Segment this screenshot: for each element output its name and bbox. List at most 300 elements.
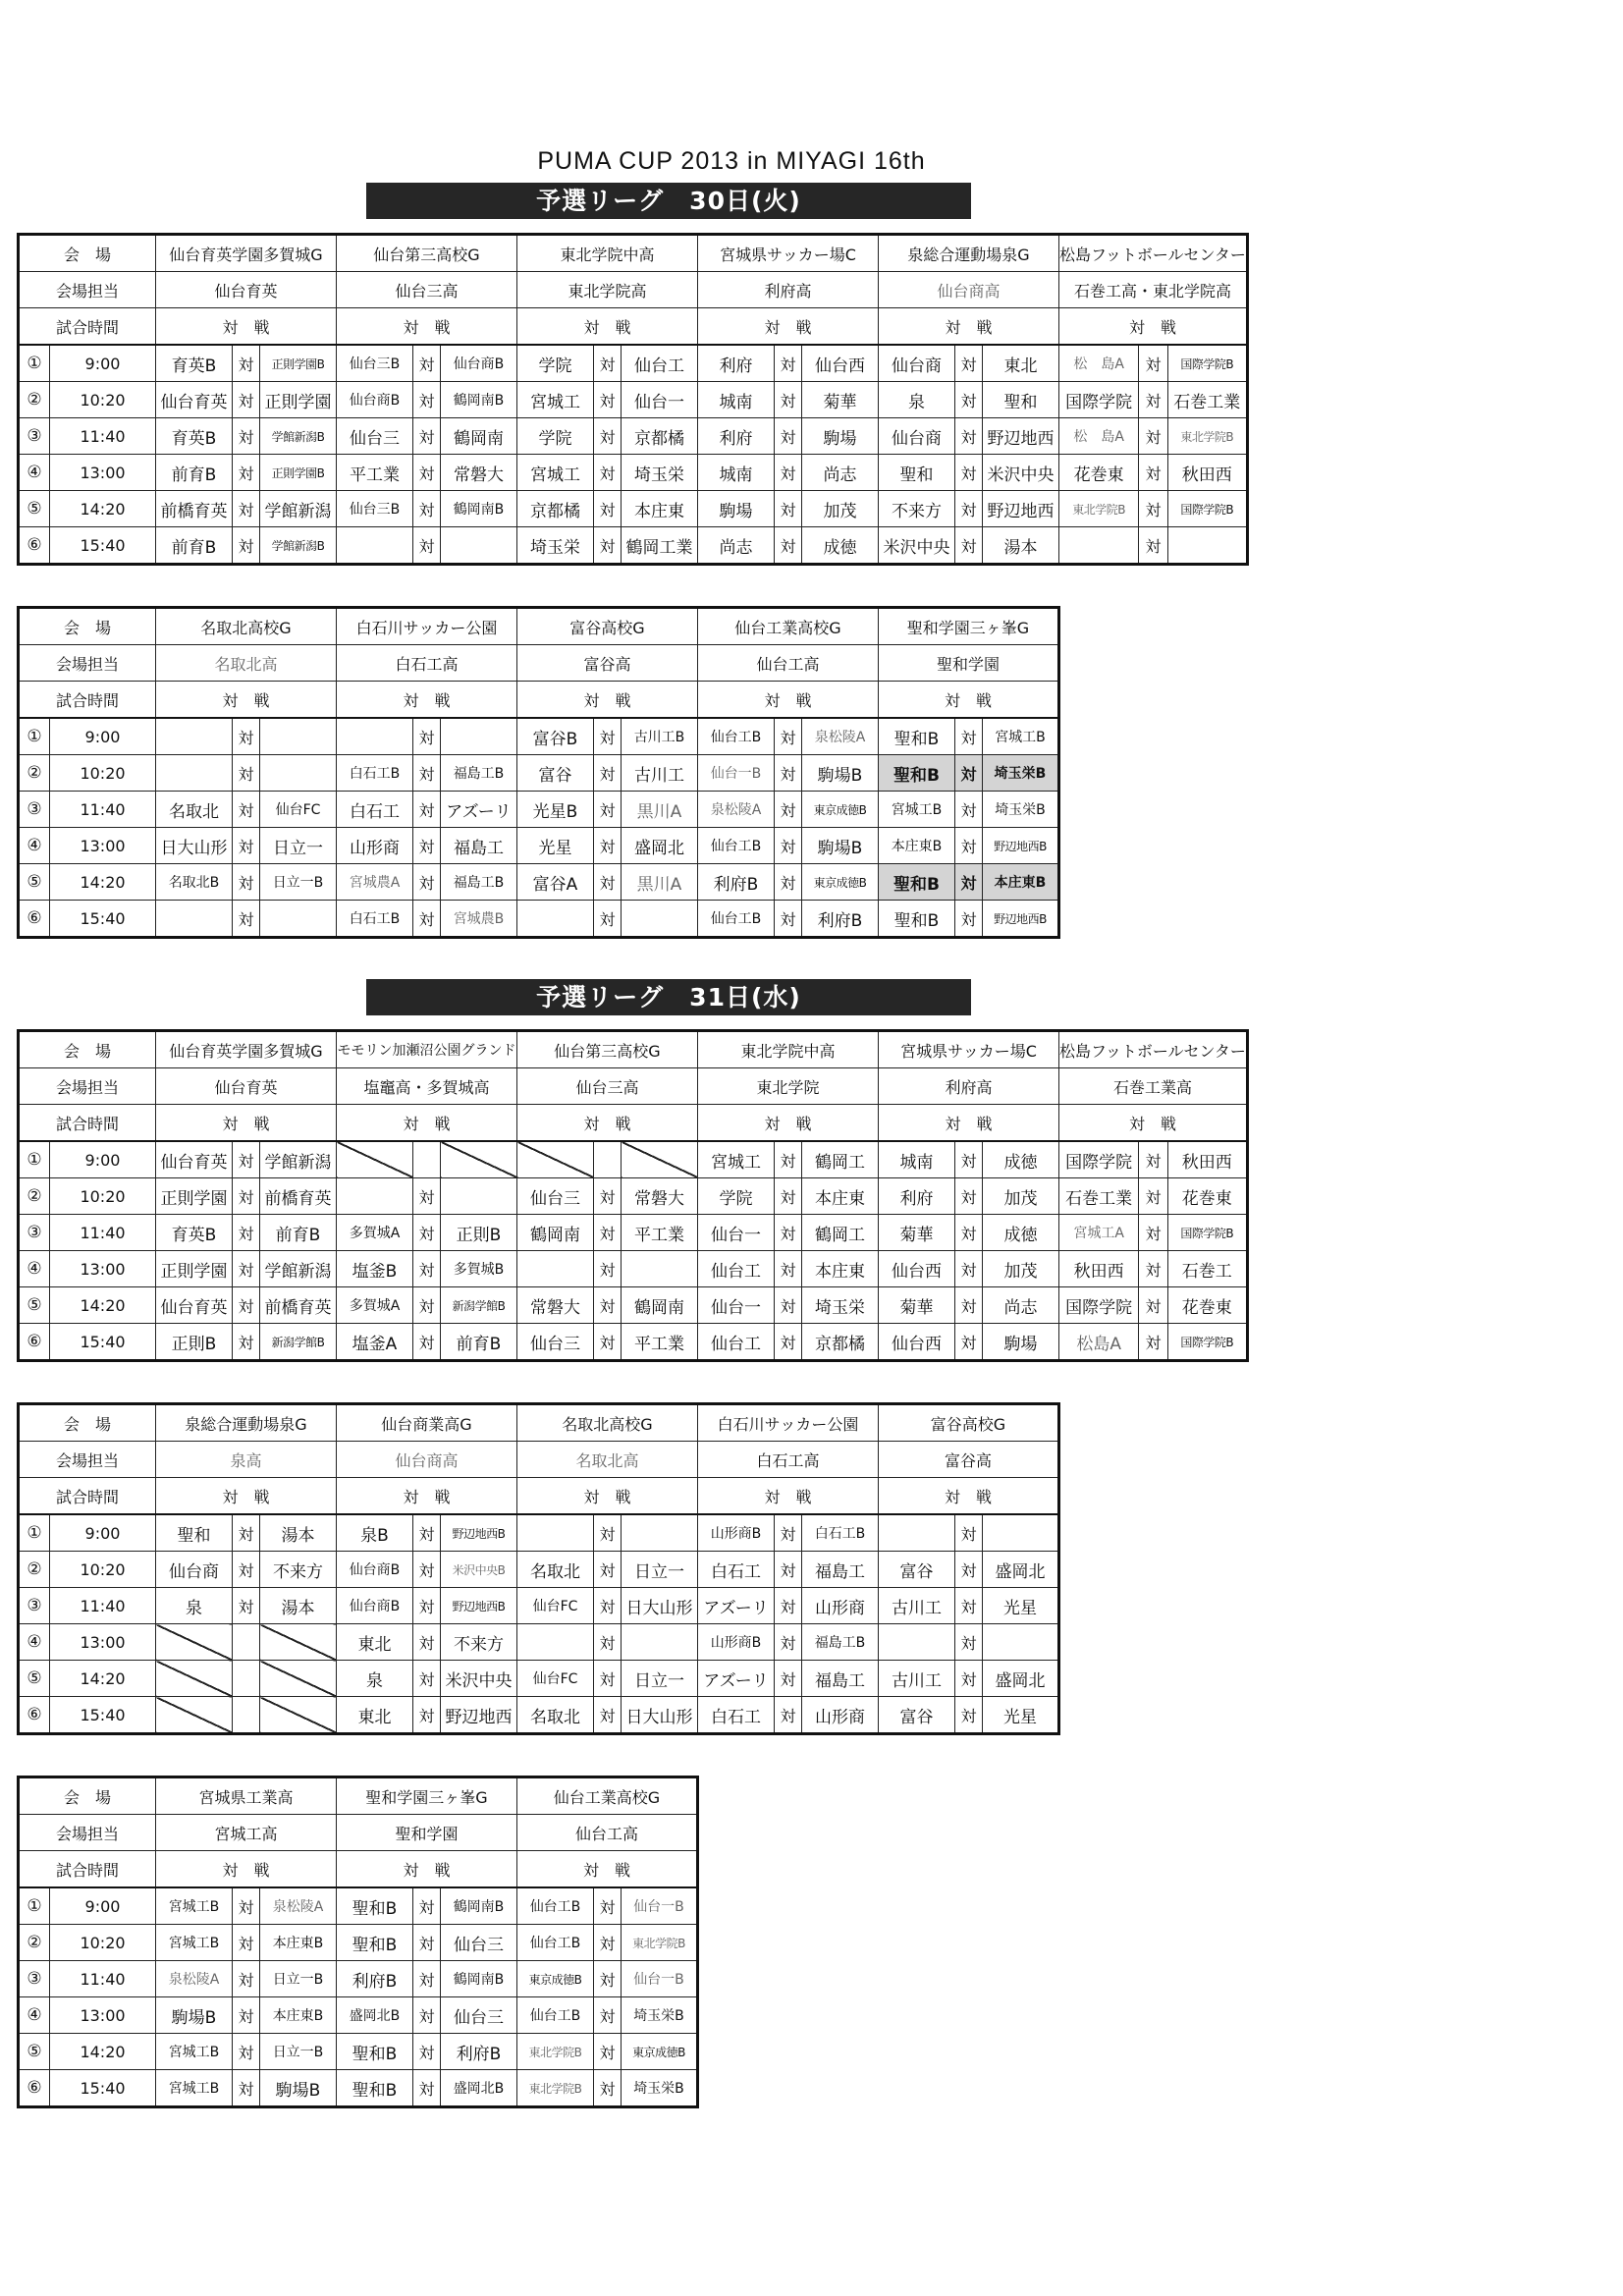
venue-name: 名取北高校G (517, 1404, 698, 1442)
versus-mark: 対 (233, 1178, 260, 1215)
host-name: 利府高 (698, 272, 879, 308)
venue-name: 富谷高校G (517, 608, 698, 645)
versus-mark: 対 (955, 1178, 983, 1215)
away-team: 国際学院B (1167, 491, 1247, 527)
host-name: 塩竈高・多賀城高 (337, 1068, 517, 1105)
match-label: 対 戦 (337, 308, 517, 346)
home-team: アズーリ (698, 1588, 775, 1624)
versus-mark: 対 (233, 491, 260, 527)
home-team: 聖和B (337, 1925, 413, 1961)
away-team: 前育B (260, 1215, 337, 1251)
versus-mark: 対 (413, 527, 441, 565)
versus-mark: 対 (233, 1251, 260, 1287)
match-label: 対 戦 (337, 1478, 517, 1515)
match-label: 対 戦 (156, 1105, 337, 1142)
away-team: 山形商 (802, 1697, 879, 1734)
home-team: 利府B (698, 864, 775, 901)
away-team: 仙台一B (622, 1961, 698, 1997)
versus-mark: 対 (775, 864, 802, 901)
versus-mark: 対 (413, 828, 441, 864)
home-team: 東北 (337, 1624, 413, 1661)
versus-mark: 対 (955, 792, 983, 828)
host-label: 会場担当 (19, 645, 156, 682)
home-team: 仙台育英 (156, 1287, 233, 1324)
away-team: 日立一B (260, 864, 337, 901)
home-team: 東北学院B (1059, 491, 1139, 527)
away-team: 尚志 (983, 1287, 1059, 1324)
away-team (622, 1514, 698, 1552)
versus-mark: 対 (955, 1251, 983, 1287)
home-team: 泉 (156, 1588, 233, 1624)
versus-mark: 対 (233, 1588, 260, 1624)
home-team: 盛岡北B (337, 1997, 413, 2034)
round-number: ④ (19, 1997, 50, 2034)
kickoff-time: 9:00 (50, 1887, 156, 1925)
venue-name: 仙台工業高校G (517, 1777, 698, 1815)
versus-mark: 対 (413, 1887, 441, 1925)
home-team (156, 901, 233, 938)
host-name: 名取北高 (517, 1442, 698, 1478)
round-number: ③ (19, 1215, 50, 1251)
away-team: 秋田西 (1167, 1141, 1247, 1178)
venue-label: 会 場 (19, 608, 156, 645)
home-team: 鶴岡南 (517, 1215, 594, 1251)
table-row (19, 828, 1059, 864)
match-label: 対 戦 (337, 1851, 517, 1888)
away-team: 仙台西 (802, 345, 879, 382)
away-team (622, 1141, 698, 1178)
round-number: ③ (19, 792, 50, 828)
home-team: 名取北B (156, 864, 233, 901)
home-team: 仙台商B (337, 1588, 413, 1624)
versus-mark: 対 (1139, 1141, 1167, 1178)
host-row (19, 1815, 698, 1851)
home-team: 山形商 (337, 828, 413, 864)
away-team: 宮城農B (441, 901, 517, 938)
away-team: 福島工 (441, 828, 517, 864)
kickoff-time: 14:20 (50, 1661, 156, 1697)
versus-mark: 対 (594, 1624, 622, 1661)
away-team: 加茂 (983, 1251, 1059, 1287)
away-team: 本庄東B (983, 864, 1059, 901)
host-name: 利府高 (879, 1068, 1059, 1105)
away-team (1167, 527, 1247, 565)
away-team: 埼玉栄B (622, 2070, 698, 2107)
away-team: 平工業 (622, 1324, 698, 1361)
versus-mark: 対 (413, 1287, 441, 1324)
home-team: 利府B (337, 1961, 413, 1997)
home-team: 宮城工 (517, 455, 594, 491)
away-team: 常磐大 (441, 455, 517, 491)
host-label: 会場担当 (19, 1442, 156, 1478)
kickoff-time: 11:40 (50, 418, 156, 455)
versus-mark: 対 (233, 1141, 260, 1178)
home-team: 育英B (156, 418, 233, 455)
away-team: 泉松陵A (260, 1887, 337, 1925)
home-team: 白石工B (337, 755, 413, 792)
versus-mark: 対 (775, 1141, 802, 1178)
away-team: 駒場 (983, 1324, 1059, 1361)
day2-schedule-table-2 (17, 1402, 1060, 1735)
away-team: 尚志 (802, 455, 879, 491)
home-team: 東北学院B (517, 2034, 594, 2070)
away-team: 駒場B (802, 755, 879, 792)
kickoff-time: 13:00 (50, 828, 156, 864)
match-header-row (19, 308, 1248, 346)
table-row (19, 2070, 698, 2107)
away-team: 福島工 (802, 1661, 879, 1697)
versus-mark: 対 (955, 1324, 983, 1361)
versus-mark: 対 (775, 1215, 802, 1251)
home-team: 松 島A (1059, 345, 1139, 382)
home-team: 正則学園 (156, 1178, 233, 1215)
away-team: 仙台三 (441, 1925, 517, 1961)
versus-mark: 対 (594, 1251, 622, 1287)
time-label: 試合時間 (19, 1478, 156, 1515)
home-team: 聖和B (879, 718, 955, 755)
round-number: ② (19, 755, 50, 792)
table-row (19, 1588, 1059, 1624)
away-team: 正則学園B (260, 455, 337, 491)
home-team: 仙台商B (337, 382, 413, 418)
host-name: 聖和学園 (879, 645, 1059, 682)
versus-mark: 対 (233, 901, 260, 938)
home-team: 仙台工B (517, 1887, 594, 1925)
round-number: ② (19, 1552, 50, 1588)
home-team: 仙台工 (698, 1251, 775, 1287)
home-team: 石巻工業 (1059, 1178, 1139, 1215)
table-row (19, 345, 1248, 382)
home-team: 聖和B (879, 864, 955, 901)
versus-mark: 対 (955, 1588, 983, 1624)
home-team: 仙台西 (879, 1324, 955, 1361)
versus-mark: 対 (1139, 527, 1167, 565)
match-label: 対 戦 (879, 1105, 1059, 1142)
home-team: 利府 (879, 1178, 955, 1215)
table-row (19, 792, 1059, 828)
home-team: 正則学園 (156, 1251, 233, 1287)
away-team: 日立一B (260, 2034, 337, 2070)
venue-name: 白石川サッカー公園 (698, 1404, 879, 1442)
home-team: 利府 (698, 418, 775, 455)
round-number: ⑤ (19, 2034, 50, 2070)
table-row (19, 2034, 698, 2070)
versus-mark: 対 (1139, 1178, 1167, 1215)
away-team: 学館新潟B (260, 418, 337, 455)
home-team: 聖和B (879, 755, 955, 792)
time-label: 試合時間 (19, 682, 156, 719)
versus-mark: 対 (775, 455, 802, 491)
home-team: 富谷A (517, 864, 594, 901)
versus-mark: 対 (955, 1141, 983, 1178)
home-team (517, 901, 594, 938)
round-number: ③ (19, 1961, 50, 1997)
home-team: 多賀城A (337, 1215, 413, 1251)
venue-label: 会 場 (19, 235, 156, 272)
home-team: 名取北 (156, 792, 233, 828)
host-name: 仙台商高 (337, 1442, 517, 1478)
versus-mark: 対 (233, 345, 260, 382)
home-team: 塩釜B (337, 1251, 413, 1287)
table-row (19, 1324, 1248, 1361)
home-team: 前育B (156, 527, 233, 565)
venue-row (19, 235, 1248, 272)
home-team (337, 527, 413, 565)
home-team: 宮城工B (156, 2034, 233, 2070)
away-team: 鶴岡南B (441, 1887, 517, 1925)
round-number: ① (19, 345, 50, 382)
kickoff-time: 13:00 (50, 1624, 156, 1661)
away-team: 仙台一B (622, 1887, 698, 1925)
home-team: 宮城工B (156, 1925, 233, 1961)
versus-mark: 対 (594, 382, 622, 418)
kickoff-time: 13:00 (50, 455, 156, 491)
away-team: 埼玉栄 (802, 1287, 879, 1324)
home-team: 学院 (517, 418, 594, 455)
home-team: 名取北 (517, 1697, 594, 1734)
away-team: 日大山形 (622, 1588, 698, 1624)
away-team (260, 718, 337, 755)
venue-name: 宮城県工業高 (156, 1777, 337, 1815)
away-team: 埼玉栄B (983, 755, 1059, 792)
home-team: 仙台商B (337, 1552, 413, 1588)
home-team: 国際学院 (1059, 1287, 1139, 1324)
away-team: 花巻東 (1167, 1178, 1247, 1215)
home-team: 仙台西 (879, 1251, 955, 1287)
away-team (260, 755, 337, 792)
round-number: ④ (19, 455, 50, 491)
versus-mark (413, 1141, 441, 1178)
table-row (19, 1514, 1059, 1552)
versus-mark: 対 (955, 491, 983, 527)
away-team: 利府B (802, 901, 879, 938)
home-team: 白石工 (337, 792, 413, 828)
home-team: 東京成徳B (517, 1961, 594, 1997)
host-name: 泉高 (156, 1442, 337, 1478)
away-team: アズーリ (441, 792, 517, 828)
round-number: ① (19, 1514, 50, 1552)
round-number: ⑥ (19, 1324, 50, 1361)
venue-name: 白石川サッカー公園 (337, 608, 517, 645)
home-team (879, 1514, 955, 1552)
versus-mark: 対 (1139, 382, 1167, 418)
away-team: 鶴岡南B (441, 382, 517, 418)
versus-mark: 対 (233, 1925, 260, 1961)
table-row (19, 1925, 698, 1961)
table-row (19, 491, 1248, 527)
host-name: 仙台三高 (337, 272, 517, 308)
home-team: 宮城工B (156, 2070, 233, 2107)
away-team: 野辺地西B (441, 1588, 517, 1624)
host-label: 会場担当 (19, 272, 156, 308)
away-team: 埼玉栄B (622, 1997, 698, 2034)
versus-mark: 対 (413, 1178, 441, 1215)
host-name: 仙台育英 (156, 1068, 337, 1105)
away-team: 前橋育英 (260, 1178, 337, 1215)
versus-mark: 対 (594, 755, 622, 792)
versus-mark: 対 (413, 1552, 441, 1588)
home-team: 山形商B (698, 1514, 775, 1552)
versus-mark (233, 1624, 260, 1661)
match-label: 対 戦 (698, 1105, 879, 1142)
home-team (156, 1697, 233, 1734)
match-label: 対 戦 (517, 1478, 698, 1515)
table-row (19, 1552, 1059, 1588)
home-team: 泉松陵A (698, 792, 775, 828)
home-team: 仙台工 (698, 1324, 775, 1361)
match-header-row (19, 1105, 1248, 1142)
home-team: 古川工 (879, 1588, 955, 1624)
venue-name: 聖和学園三ヶ峯G (337, 1777, 517, 1815)
home-team: 仙台育英 (156, 382, 233, 418)
versus-mark: 対 (775, 1661, 802, 1697)
kickoff-time: 11:40 (50, 792, 156, 828)
versus-mark: 対 (413, 382, 441, 418)
home-team: 本庄東B (879, 828, 955, 864)
versus-mark: 対 (233, 1514, 260, 1552)
kickoff-time: 11:40 (50, 1215, 156, 1251)
away-team: 駒場 (802, 418, 879, 455)
away-team: 不来方 (260, 1552, 337, 1588)
away-team: 国際学院B (1167, 345, 1247, 382)
versus-mark: 対 (1139, 1215, 1167, 1251)
away-team: 日立一 (622, 1661, 698, 1697)
versus-mark: 対 (233, 455, 260, 491)
table-row (19, 1961, 698, 1997)
kickoff-time: 14:20 (50, 2034, 156, 2070)
round-number: ③ (19, 418, 50, 455)
away-team: 学館新潟 (260, 1251, 337, 1287)
away-team: 正則B (441, 1215, 517, 1251)
venue-name: 宮城県サッカー場C (879, 1031, 1059, 1068)
versus-mark: 対 (775, 1552, 802, 1588)
home-team: 仙台三B (337, 345, 413, 382)
away-team: 加茂 (983, 1178, 1059, 1215)
away-team: 平工業 (622, 1215, 698, 1251)
table-row (19, 901, 1059, 938)
versus-mark: 対 (413, 1661, 441, 1697)
home-team (517, 1514, 594, 1552)
host-name: 宮城工高 (156, 1815, 337, 1851)
host-name: 東北学院高 (517, 272, 698, 308)
kickoff-time: 9:00 (50, 345, 156, 382)
away-team: 仙台三 (441, 1997, 517, 2034)
away-team: 埼玉栄 (622, 455, 698, 491)
versus-mark: 対 (775, 491, 802, 527)
versus-mark: 対 (233, 1961, 260, 1997)
away-team: 本庄東B (260, 1997, 337, 2034)
home-team (337, 1178, 413, 1215)
away-team: 黒川A (622, 792, 698, 828)
away-team: 盛岡北 (622, 828, 698, 864)
away-team: 石巻工業 (1167, 382, 1247, 418)
versus-mark: 対 (955, 418, 983, 455)
away-team (622, 1624, 698, 1661)
home-team (156, 1661, 233, 1697)
versus-mark: 対 (594, 1287, 622, 1324)
match-label: 対 戦 (156, 682, 337, 719)
match-label: 対 戦 (517, 1851, 698, 1888)
home-team: 聖和B (337, 2070, 413, 2107)
away-team: 野辺地西B (983, 901, 1059, 938)
versus-mark: 対 (1139, 1324, 1167, 1361)
versus-mark: 対 (775, 1324, 802, 1361)
versus-mark: 対 (413, 755, 441, 792)
versus-mark: 対 (413, 418, 441, 455)
away-team: 野辺地西B (983, 828, 1059, 864)
versus-mark: 対 (775, 828, 802, 864)
away-team: 国際学院B (1167, 1215, 1247, 1251)
match-label: 対 戦 (337, 682, 517, 719)
home-team: 多賀城A (337, 1287, 413, 1324)
versus-mark: 対 (594, 718, 622, 755)
round-number: ① (19, 1887, 50, 1925)
away-team (441, 1178, 517, 1215)
versus-mark: 対 (413, 1997, 441, 2034)
home-team (879, 1624, 955, 1661)
away-team: 石巻工 (1167, 1251, 1247, 1287)
home-team: 白石工 (698, 1697, 775, 1734)
away-team: 米沢中央 (441, 1661, 517, 1697)
away-team: 学館新潟 (260, 491, 337, 527)
away-team: 光星 (983, 1697, 1059, 1734)
table-row (19, 455, 1248, 491)
away-team: 本庄東 (622, 491, 698, 527)
host-name: 白石工高 (337, 645, 517, 682)
kickoff-time: 10:20 (50, 755, 156, 792)
away-team: 鶴岡南 (622, 1287, 698, 1324)
host-name: 名取北高 (156, 645, 337, 682)
home-team: 宮城工 (517, 382, 594, 418)
away-team: 本庄東 (802, 1251, 879, 1287)
home-team: 城南 (879, 1141, 955, 1178)
away-team: 光星 (983, 1588, 1059, 1624)
match-label: 対 戦 (517, 1105, 698, 1142)
away-team (441, 527, 517, 565)
versus-mark: 対 (955, 527, 983, 565)
match-label: 対 戦 (517, 682, 698, 719)
home-team: 泉松陵A (156, 1961, 233, 1997)
away-team: 古川工B (622, 718, 698, 755)
home-team (337, 718, 413, 755)
day1-schedule-table-2 (17, 606, 1060, 939)
versus-mark: 対 (413, 345, 441, 382)
versus-mark: 対 (413, 718, 441, 755)
versus-mark: 対 (233, 1887, 260, 1925)
round-number: ⑤ (19, 1661, 50, 1697)
versus-mark: 対 (775, 382, 802, 418)
venue-name: 聖和学園三ヶ峯G (879, 608, 1059, 645)
kickoff-time: 9:00 (50, 1141, 156, 1178)
versus-mark: 対 (594, 345, 622, 382)
away-team: 成徳 (802, 527, 879, 565)
round-number: ③ (19, 1588, 50, 1624)
versus-mark: 対 (775, 527, 802, 565)
away-team: 仙台FC (260, 792, 337, 828)
home-team: 宮城工B (156, 1887, 233, 1925)
home-team: 仙台商 (879, 345, 955, 382)
versus-mark: 対 (233, 864, 260, 901)
home-team: 宮城農A (337, 864, 413, 901)
day2-schedule-table-3 (17, 1776, 699, 2108)
venue-name: 仙台育英学園多賀城G (156, 235, 337, 272)
kickoff-time: 14:20 (50, 1287, 156, 1324)
home-team: 平工業 (337, 455, 413, 491)
versus-mark: 対 (1139, 345, 1167, 382)
away-team (260, 1624, 337, 1661)
versus-mark (233, 1697, 260, 1734)
table-row (19, 864, 1059, 901)
